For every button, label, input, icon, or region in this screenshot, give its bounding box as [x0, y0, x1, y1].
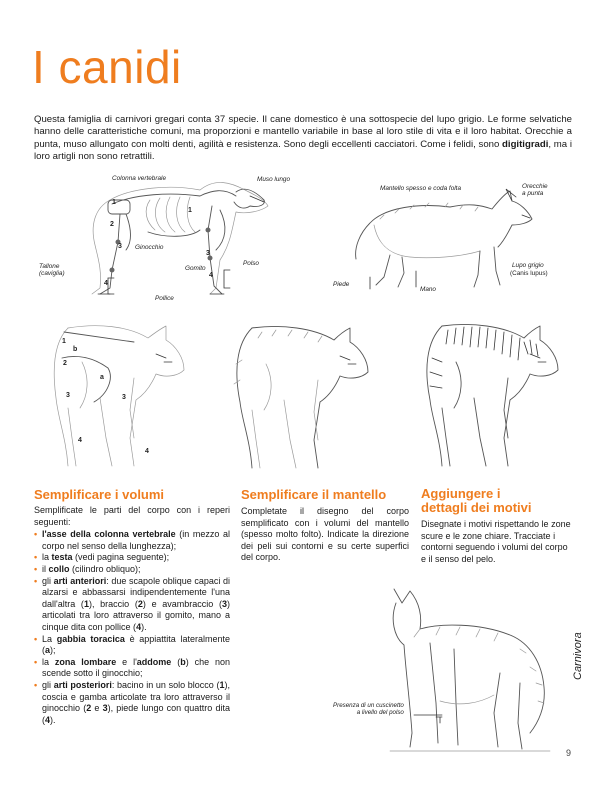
wolf-detail-illustration — [412, 318, 572, 478]
label-gomito: Gomito — [185, 265, 206, 272]
list-item-text: e — [91, 703, 103, 714]
list-item-bold: 2 — [137, 598, 143, 609]
intro-bold-word: digitigradi — [502, 138, 549, 150]
skel-num-2: 2 — [110, 221, 114, 228]
motivi-heading-line2: dettagli dei motivi — [421, 500, 532, 515]
list-item-text: è appiattita lateralmente ( — [42, 633, 231, 656]
volumi-list-item — [34, 657, 230, 680]
list-item-bold: arti anteriori — [53, 575, 107, 586]
list-item-text: il — [42, 563, 49, 574]
list-item-bold: 4 — [136, 621, 142, 632]
list-item-bold: gabbia toracica — [56, 633, 125, 644]
label-pollice: Pollice — [155, 295, 174, 302]
label-tallone: Tallone (caviglia) — [39, 263, 65, 278]
label-orecchie: Orecchie a punta — [522, 183, 548, 198]
volumi-heading: Semplificare i volumi — [34, 487, 165, 502]
page-title: I canidi — [32, 41, 182, 93]
wolf-illustration — [350, 185, 540, 295]
list-item-text: ). — [141, 621, 147, 632]
vol-num-2: 2 — [63, 360, 67, 367]
sidebar-label: Carnivora — [572, 632, 584, 680]
label-muso: Muso lungo — [257, 176, 291, 183]
intro-paragraph — [34, 114, 572, 164]
standing-wolf-caption: Presenza di un cuscinetto a livello del polso — [333, 702, 404, 717]
vol-num-a: a — [100, 374, 104, 381]
intro-text-2: , ma i loro artigli non sono retrattili. — [34, 138, 572, 163]
vol-num-4a: 4 — [78, 437, 82, 444]
list-item-text: ), piede lungo con quattro dita ( — [42, 703, 230, 725]
list-item-bold: b — [180, 656, 186, 667]
volumi-list-item — [34, 564, 230, 576]
list-item-text: La — [42, 633, 57, 644]
list-item-text: ). — [50, 714, 56, 725]
label-mano: Mano — [420, 286, 436, 293]
skel-num-3a: 3 — [118, 243, 122, 250]
label-lupo-latin: (Canis lupus) — [510, 270, 548, 277]
section-mantello — [241, 488, 409, 564]
list-item-bold: arti posteriori — [53, 679, 112, 690]
section-motivi — [421, 487, 573, 565]
list-item-bold: 2 — [86, 703, 92, 714]
list-item-bold: l'asse della colonna vertebrale — [42, 529, 176, 540]
list-item-text: : bacino in un solo blocco ( — [111, 679, 220, 690]
volumi-intro: Semplificate le parti del corpo con i reperi seguenti: — [34, 505, 230, 527]
list-item-text: gli — [42, 575, 54, 586]
skeleton-illustration — [40, 170, 270, 310]
list-item-text: la — [42, 552, 52, 563]
motivi-heading — [421, 487, 573, 515]
volumi-list-item — [34, 529, 230, 552]
label-ginocchio: Ginocchio — [135, 244, 164, 251]
list-item-text: ); — [50, 645, 56, 656]
mantello-heading: Semplificare il mantello — [241, 487, 387, 502]
list-item-text: ), braccio ( — [88, 598, 138, 609]
list-item-bold: collo — [48, 563, 70, 574]
list-item-text: ) e avambraccio ( — [142, 598, 222, 609]
volumi-list-item — [34, 552, 230, 564]
list-item-text: ) articolati tra loro attraverso il gomito, mano a cinque dita con pollice ( — [42, 598, 230, 632]
page-number: 9 — [566, 748, 572, 758]
section-volumi — [34, 488, 230, 726]
list-item-bold: addome — [136, 656, 172, 667]
standing-wolf-illustration — [380, 583, 560, 758]
motivi-heading-line1: Aggiungere i — [421, 486, 501, 501]
list-item-text: ) che non scende sotto il ginocchio; — [42, 656, 230, 679]
vol-num-3a: 3 — [66, 392, 70, 399]
vol-num-b: b — [73, 346, 78, 353]
label-piede: Piede — [333, 281, 350, 288]
list-item-bold: 3 — [102, 703, 108, 714]
list-item-text: (vedi pagina seguente); — [72, 552, 170, 563]
vol-num-1: 1 — [62, 338, 66, 345]
list-item-bold: 1 — [83, 598, 89, 609]
caption-pointer — [414, 712, 444, 718]
list-item-text: ( — [171, 656, 181, 667]
list-item-bold: zona lombare — [54, 656, 117, 667]
skel-num-3b: 3 — [206, 250, 210, 257]
list-item-text: la — [42, 656, 55, 667]
skel-num-4a: 4 — [104, 280, 108, 287]
volumi-list — [34, 529, 230, 726]
wolf-coat-illustration — [222, 320, 382, 480]
volumi-list-item — [34, 634, 230, 657]
label-colonna: Colonna vertebrale — [112, 175, 166, 182]
volumi-list-item — [34, 576, 230, 634]
list-item-bold: 3 — [221, 598, 227, 609]
list-item-text: gli — [42, 679, 54, 690]
mantello-body: Completate il disegno del corpo semplificato con i volumi del mantello (spesso molto folto). Indicate la direzione dei peli sui contorni e su certe superfici del corpo. — [241, 506, 409, 563]
skel-num-1b: 1 — [188, 207, 192, 214]
vol-num-4b: 4 — [145, 448, 149, 455]
motivi-body: Disegnate i motivi rispettando le zone scure e le zone chiare. Tracciate i contorni seguendo i volumi del corpo e il senso del pelo. — [421, 519, 571, 564]
label-polso: Polso — [243, 260, 259, 267]
list-item-text: ), coscia e gamba articolate tra loro attraverso il ginocchio ( — [42, 679, 230, 714]
skel-num-4b: 4 — [209, 272, 213, 279]
list-item-bold: 4 — [45, 714, 51, 725]
list-item-bold: 1 — [219, 679, 225, 690]
label-lupo: Lupo grigio — [512, 262, 544, 269]
list-item-bold: testa — [51, 552, 73, 563]
list-item-bold: a — [45, 645, 51, 656]
list-item-text: (in mezzo al corpo nel senso della lunghezza); — [42, 529, 230, 551]
skel-num-1a: 1 — [112, 199, 116, 206]
vol-num-3b: 3 — [122, 394, 126, 401]
intro-text-1: Questa famiglia di carnivori gregari conta 37 specie. Il cane domestico è una sottospecie del lupo grigio. Le forme selvatiche hanno delle caratteristiche comuni, ma proporzioni e mantello variabile in base al loro stile di vita e il loro habitat. Orecchie a punta, muso allungato con molti denti, agilità e resistenza. Sono degli eccellenti cacciatori. Come i felidi, sono — [34, 114, 572, 150]
list-item-text: : due scapole oblique capaci di alzarsi e abbassarsi indipendentemente l'una dall'altra ( — [42, 575, 230, 609]
list-item-text: (cilindro obliquo); — [69, 563, 141, 574]
volumi-list-item — [34, 680, 230, 726]
list-item-text: e l' — [116, 656, 137, 667]
label-mantello: Mantello spesso e coda folta — [380, 185, 461, 192]
